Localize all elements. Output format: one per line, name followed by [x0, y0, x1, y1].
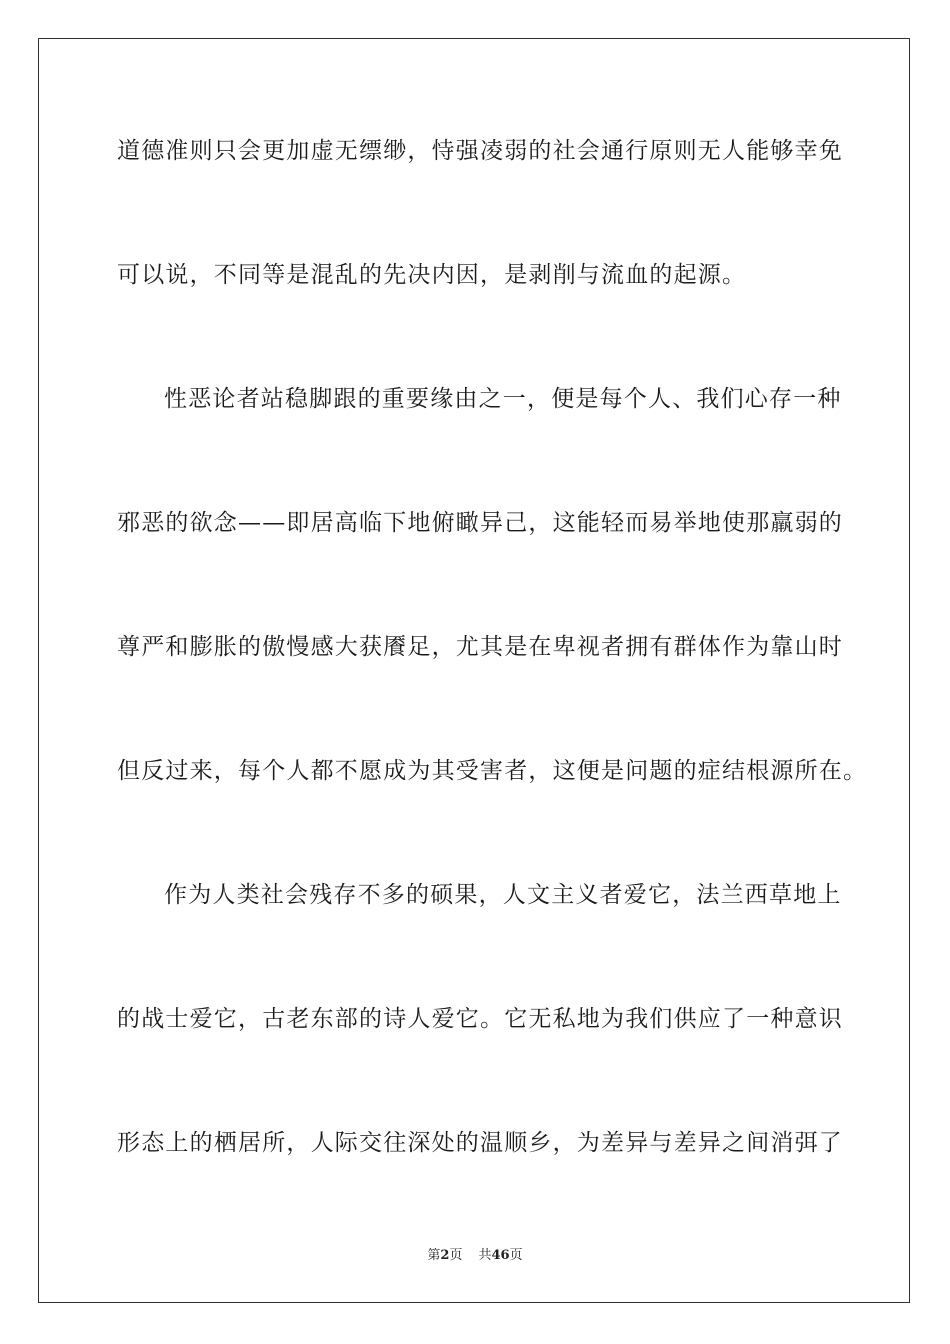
page-prefix: 第 [427, 1248, 441, 1263]
paragraph-start-line: 作为人类社会残存不多的硕果，人文主义者爱它，法兰西草地上 [164, 882, 842, 908]
total-pages: 46 [491, 1248, 510, 1263]
text-line: 的战士爱它，古老东部的诗人爱它。它无私地为我们供应了一种意识 [117, 1006, 843, 1032]
text-line: 尊严和膨胀的傲慢感大获餍足，尤其是在卑视者拥有群体作为靠山时 [117, 634, 843, 660]
total-prefix: 共 [478, 1248, 492, 1263]
total-suffix: 页 [509, 1248, 523, 1263]
paragraph-start-line: 性恶论者站稳脚跟的重要缘由之一，便是每个人、我们心存一种 [164, 386, 842, 412]
text-line: 形态上的栖居所，人际交往深处的温顺乡，为差异与差异之间消弭了 [117, 1130, 843, 1156]
text-line: 但反过来，每个人都不愿成为其受害者，这便是问题的症结根源所在。 [117, 758, 868, 784]
page-suffix: 页 [449, 1248, 463, 1263]
text-line: 道德准则只会更加虚无缥缈，恃强凌弱的社会通行原则无人能够幸免 [117, 138, 843, 164]
page-footer [0, 1247, 950, 1265]
page-number: 2 [440, 1248, 450, 1263]
text-line: 可以说，不同等是混乱的先决内因，是剥削与流血的起源。 [117, 262, 747, 288]
page-border [38, 38, 910, 1303]
text-line: 邪恶的欲念——即居高临下地俯瞰异己，这能轻而易举地使那羸弱的 [117, 510, 843, 536]
